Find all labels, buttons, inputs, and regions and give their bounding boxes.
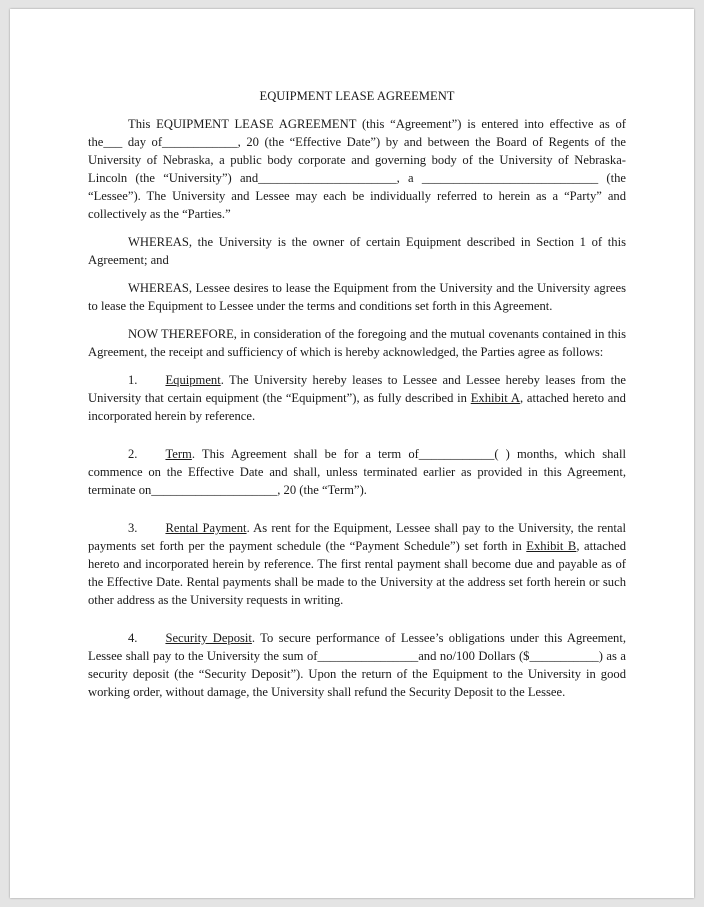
- section-1-paragraph: [88, 371, 626, 425]
- now-therefore-paragraph: NOW THEREFORE, in consideration of the foregoing and the mutual covenants contained in this Agreement, the receipt and sufficiency of which is hereby acknowledged, the Parties agree as follows:: [88, 327, 626, 359]
- document-page: [10, 9, 694, 898]
- section-text: . As rent for the Equipment, Lessee shall pay to the University, the rental payments set forth per the payment schedule (the “Payment Schedule”) set forth in: [88, 521, 626, 553]
- section-number: 4.: [128, 631, 138, 645]
- exhibit-reference: Exhibit B: [526, 539, 577, 553]
- section-3-paragraph: [88, 519, 626, 609]
- section-number: 3.: [128, 521, 138, 535]
- document-title: EQUIPMENT LEASE AGREEMENT: [259, 89, 455, 103]
- section-text: . This Agreement shall be for a term of____________( ) months, which shall commence on the Effective Date and shall, unless terminated earlier as provided in this Agreement, terminate on____________________, 20 (the “Term”).: [88, 447, 626, 497]
- section-number: 2.: [128, 447, 138, 461]
- exhibit-reference: Exhibit A: [470, 391, 520, 405]
- whereas-paragraph-1: WHEREAS, the University is the owner of certain Equipment described in Section 1 of this Agreement; and: [88, 235, 626, 267]
- section-heading: Term: [165, 447, 192, 461]
- section-text-end: , attached hereto and incorporated herein by reference.: [88, 391, 626, 423]
- section-text: . The University hereby leases to Lessee and Lessee hereby leases from the University that certain equipment (the “Equipment”), as fully described in: [88, 373, 626, 405]
- section-number: 1.: [128, 373, 138, 387]
- whereas-paragraph-2: WHEREAS, Lessee desires to lease the Equipment from the University and the University agrees to lease the Equipment to Lessee under the terms and conditions set forth in this Agreement.: [88, 281, 626, 313]
- section-heading: Rental Payment: [165, 521, 247, 535]
- section-heading: Equipment: [165, 373, 221, 387]
- section-2-paragraph: [88, 445, 626, 499]
- document-body: [88, 87, 626, 701]
- section-text-end: , attached hereto and incorporated herein by reference. The first rental payment shall become due and payable as of the Effective Date. Rental payments shall be made to the University at the address set forth herein or such other address as the University requests in writing.: [88, 539, 626, 607]
- section-text: . To secure performance of Lessee’s obligations under this Agreement, Lessee shall pay to the University the sum of________________and no/100 Dollars ($___________) as a security deposit (the “Security Deposit”). Upon the return of the Equipment to the University in good working order, without damage, the University shall refund the Security Deposit to the Lessee.: [88, 631, 626, 699]
- intro-paragraph: This EQUIPMENT LEASE AGREEMENT (this “Agreement”) is entered into effective as of the___ day of____________, 20 (the “Effective Date”) by and between the Board of Regents of the University of Nebraska, a public body corporate and governing body of the University of Nebraska-Lincoln (the “University”) and______________________, a ____________________________ (the “Lessee”). The University and Lessee may each be individually referred to herein as a “Party” and collectively as the “Parties.”: [88, 117, 626, 221]
- section-heading: Security Deposit: [165, 631, 252, 645]
- section-4-paragraph: [88, 629, 626, 701]
